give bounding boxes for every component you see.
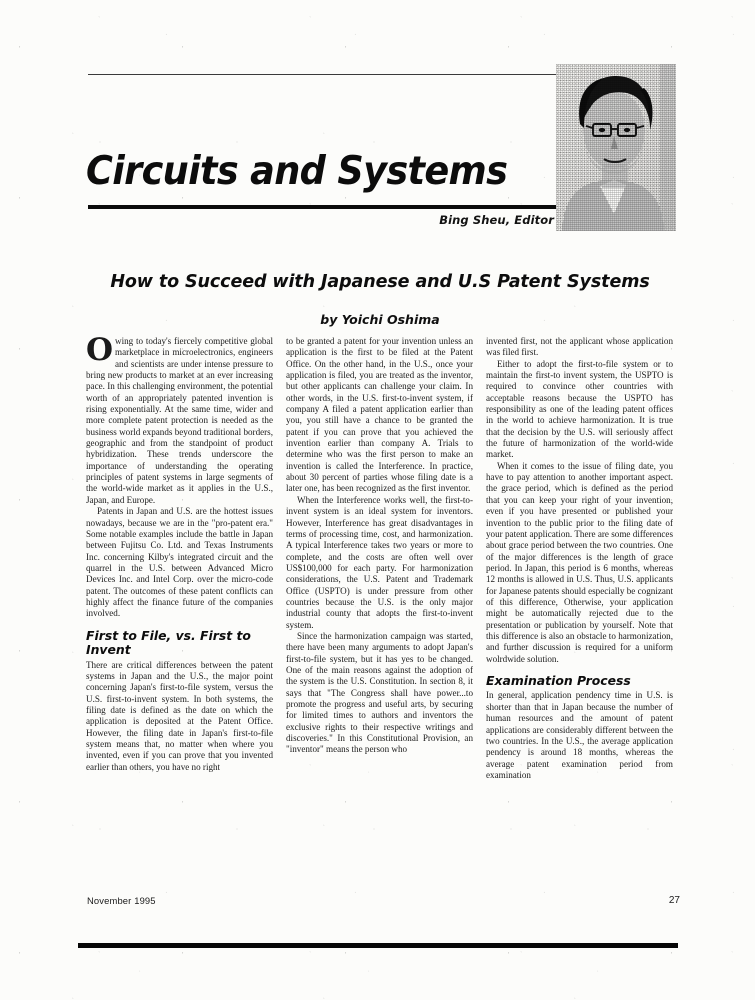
body-paragraph: In general, application pendency time in U.S. is shorter than that in Japan because the number of human resources and the amount of patent applications are considerably different between the two countries. In the U.S., the average application pendency is around 18 months, whereas the average patent examination period from examination (486, 690, 673, 780)
footer-issue-date: November 1995 (87, 895, 156, 906)
footer-page-number: 27 (668, 895, 680, 906)
editor-portrait-photo (556, 64, 676, 231)
body-paragraph: Either to adopt the first-to-file system or to maintain the first-to invent system, the USPTO is required to convince other countries with acceptable reasons because the USPTO has responsibility as one of the leading patent offices in the world to achieve harmonization. It is true that the decision by the U.S. will seriously affect the future of harmonization of the world-wide market. (486, 358, 673, 460)
body-paragraph: Patents in Japan and U.S. are the hottest issues nowadays, because we are in the "pro-patent era." Some notable examples include the battle in Japan between Fujitsu Co. Ltd. and Texas Instruments Inc. concerning Kilby's integrated circuit and the quarrel in the U.S. between Advanced Micro Devices Inc. and Intel Corp. over the micro-code patent. The outcomes of these patent conflicts can highly affect the finance future of the companies involved. (86, 506, 273, 619)
text-column-1 (86, 336, 273, 881)
section-subhead: Examination Process (486, 672, 631, 688)
drop-cap: O (86, 336, 114, 368)
editor-credit: Bing Sheu, Editor (439, 213, 554, 227)
page-bottom-bar (78, 943, 678, 948)
body-paragraph: When it comes to the issue of filing date, you have to pay attention to another important aspect. the grace period, which is defined as the period that you can keep your right of your invention, even if you have presented or published your invention to the public prior to the filing date of your patent application. There are some differences about grace period between the two countries. One of the major differences is the length of grace period. In Japan, this period is 6 months, whereas 12 months is allowed in U.S. Thus, U.S. applicants for Japanese patents should especially be cognizant of this difference, Otherwise, your application might be automatically rejected due to the presentation or publication by yourself. Note that this difference is also an obstacle to harmonization, and further discussion is required for a uniform wolrdwide solution. (486, 460, 673, 664)
masthead-bottom-rule (88, 205, 558, 209)
text-column-2 (286, 336, 473, 881)
body-paragraph-text: wing to today's fiercely competitive global marketplace in microelectronics, engineers and scientists are under intense pressure to bring new products to market at an ever increasing pace. In this challenging environment, the potential worth of an appropriately patented invention is rising exponentially. At the same time, wider and more complete patent protection is needed as the business world expands beyond traditional borders, geographic and from the standpoint of product hybridization. These trends underscore the importance of understanding the operating principles of patent systems in large segments of the world-wide market as it applies in the U.S., Japan, and Europe. (86, 336, 273, 505)
body-paragraph: invented first, not the applicant whose application was filed first. (486, 336, 673, 358)
body-paragraph: When the Interference works well, the first-to-invent system is an ideal system for inventors. However, Interference has great disadvantages in terms of processing time, cost, and harmonization. A typical Interference takes two years or more to complete, and the costs are often well over US$100,000 for each party. For harmonization considerations, the U.S. Patent and Trademark Office (USPTO) is under pressure from other countries because the U.S. is the only major industrial county that adopts the first-to-invent system. (286, 494, 473, 630)
body-paragraph (86, 336, 273, 506)
masthead-title: Circuits and Systems (86, 149, 508, 194)
article-title: How to Succeed with Japanese and U.S Patent Systems (110, 272, 650, 292)
text-column-3 (486, 336, 673, 881)
article-byline: by Yoichi Oshima (320, 312, 440, 327)
article-body-columns (86, 336, 674, 881)
body-paragraph: There are critical differences between the patent systems in Japan and the U.S., the major point concerning Japan's first-to-file system, versus the U.S. first-to-invent system. In both systems, the filing date is defined as the date on which the application is deposited at the Patent Office. However, the filing date in Japan's first-to-file system means that, no matter when where you invented, even if you can prove that you invented earlier than others, you have no right (86, 659, 273, 772)
body-paragraph: Since the harmonization campaign was started, there have been many arguments to adopt Japan's first-to-file system, but it has yes to be changed. One of the main reasons against the adoption of the system is the U.S. Constitution. In section 8, it says that "The Congress shall have power...to promote the progress and useful arts, by securing for limited times to authors and inventors the exclusive rights to their respective writings and discoveries." In this Constitutional Provision, an "inventor" means the person who (286, 630, 473, 755)
masthead-top-rule (88, 74, 556, 75)
body-paragraph: to be granted a patent for your invention unless an application is the first to be filed at the Patent Office. On the other hand, in the U.S., once your application is filed, you are treated as the inventor, but other applicants can challenge your claim. In other words, in the U.S. first-to-invent system, if company A filed a patent application earlier than you, you still have a chance to be granted the patent if you can prove that you achieved the invention earlier than company A. Trials to determine who was the first person to make an invention is called the Interference. In practice, about 30 percent of parties whose filing date is a later one, has been recognized as the first inventor. (286, 336, 473, 494)
section-subhead: First to File, vs. First to Invent (86, 627, 251, 658)
